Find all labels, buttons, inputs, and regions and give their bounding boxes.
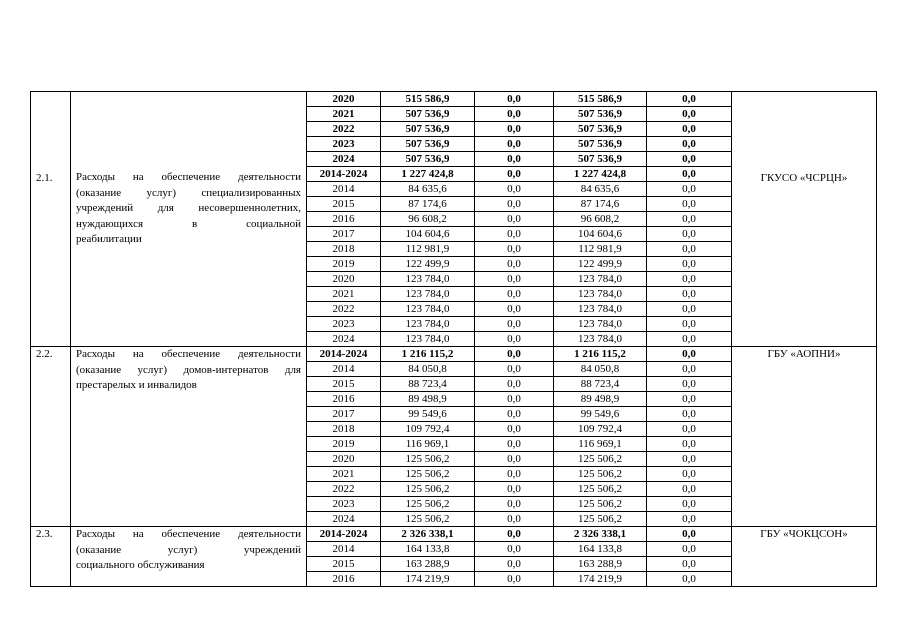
value-cell: 0,0 <box>647 512 732 527</box>
table-row <box>31 527 877 542</box>
value-cell: 515 586,9 <box>381 92 475 107</box>
value-cell: 125 506,2 <box>381 512 475 527</box>
organization-name: ГБУ «АОПНИ» <box>732 347 877 527</box>
description-line: учреждений для несовершеннолетних, <box>76 202 301 214</box>
value-cell: 507 536,9 <box>554 107 647 122</box>
value-cell: 0,0 <box>475 572 554 587</box>
section-number: 2.3. <box>31 527 71 587</box>
value-cell: 0,0 <box>475 122 554 137</box>
value-cell: 0,0 <box>475 242 554 257</box>
description-line: реабилитации <box>76 233 142 245</box>
value-cell: 123 784,0 <box>381 302 475 317</box>
value-cell: 0,0 <box>647 362 732 377</box>
value-cell: 125 506,2 <box>554 497 647 512</box>
value-cell: 0,0 <box>647 182 732 197</box>
year-cell: 2018 <box>307 242 381 257</box>
value-cell: 0,0 <box>647 377 732 392</box>
value-cell: 174 219,9 <box>554 572 647 587</box>
value-cell: 0,0 <box>647 407 732 422</box>
value-cell: 0,0 <box>647 347 732 362</box>
value-cell: 2 326 338,1 <box>554 527 647 542</box>
year-cell: 2014 <box>307 182 381 197</box>
value-cell: 123 784,0 <box>554 302 647 317</box>
value-cell: 0,0 <box>647 197 732 212</box>
organization-name: ГБУ «ЧОКЦСОН» <box>732 527 877 587</box>
value-cell: 125 506,2 <box>554 452 647 467</box>
value-cell: 104 604,6 <box>554 227 647 242</box>
value-cell: 123 784,0 <box>381 317 475 332</box>
value-cell: 0,0 <box>647 152 732 167</box>
table-row <box>31 347 877 362</box>
value-cell: 125 506,2 <box>381 452 475 467</box>
value-cell: 0,0 <box>647 287 732 302</box>
value-cell: 88 723,4 <box>381 377 475 392</box>
value-cell: 507 536,9 <box>381 107 475 122</box>
value-cell: 0,0 <box>475 407 554 422</box>
year-cell: 2014 <box>307 542 381 557</box>
value-cell: 0,0 <box>475 512 554 527</box>
year-cell: 2021 <box>307 107 381 122</box>
value-cell: 0,0 <box>647 212 732 227</box>
value-cell: 0,0 <box>647 227 732 242</box>
value-cell: 1 227 424,8 <box>554 167 647 182</box>
value-cell: 0,0 <box>475 422 554 437</box>
description-line: нуждающихся в социальной <box>76 217 301 230</box>
year-cell: 2016 <box>307 392 381 407</box>
value-cell: 0,0 <box>647 167 732 182</box>
value-cell: 0,0 <box>475 107 554 122</box>
description-line: престарелых и инвалидов <box>76 379 197 391</box>
value-cell: 0,0 <box>475 332 554 347</box>
value-cell: 84 635,6 <box>381 182 475 197</box>
budget-table-body <box>31 92 877 587</box>
table-row <box>31 92 877 107</box>
value-cell: 0,0 <box>475 257 554 272</box>
value-cell: 0,0 <box>475 452 554 467</box>
year-cell: 2014-2024 <box>307 167 381 182</box>
value-cell: 0,0 <box>647 482 732 497</box>
value-cell: 0,0 <box>475 317 554 332</box>
value-cell: 507 536,9 <box>554 122 647 137</box>
year-cell: 2024 <box>307 512 381 527</box>
value-cell: 0,0 <box>647 122 732 137</box>
year-cell: 2024 <box>307 152 381 167</box>
section-description <box>71 92 307 347</box>
year-cell: 2024 <box>307 332 381 347</box>
year-cell: 2017 <box>307 407 381 422</box>
value-cell: 123 784,0 <box>554 332 647 347</box>
value-cell: 123 784,0 <box>554 272 647 287</box>
description-line: социального обслуживания <box>76 559 205 571</box>
value-cell: 0,0 <box>647 497 732 512</box>
value-cell: 507 536,9 <box>381 152 475 167</box>
value-cell: 89 498,9 <box>381 392 475 407</box>
value-cell: 125 506,2 <box>381 497 475 512</box>
description-line: (оказание услуг) домов-интернатов для <box>76 363 301 376</box>
section-description <box>71 527 307 587</box>
year-cell: 2020 <box>307 272 381 287</box>
value-cell: 164 133,8 <box>554 542 647 557</box>
value-cell: 507 536,9 <box>381 122 475 137</box>
description-line: Расходы на обеспечение деятельности <box>76 528 301 540</box>
value-cell: 0,0 <box>647 467 732 482</box>
value-cell: 0,0 <box>647 557 732 572</box>
value-cell: 109 792,4 <box>381 422 475 437</box>
value-cell: 99 549,6 <box>381 407 475 422</box>
year-cell: 2016 <box>307 572 381 587</box>
value-cell: 84 050,8 <box>381 362 475 377</box>
year-cell: 2023 <box>307 137 381 152</box>
value-cell: 87 174,6 <box>554 197 647 212</box>
value-cell: 0,0 <box>475 527 554 542</box>
value-cell: 0,0 <box>647 527 732 542</box>
value-cell: 125 506,2 <box>381 482 475 497</box>
value-cell: 0,0 <box>647 452 732 467</box>
year-cell: 2016 <box>307 212 381 227</box>
year-cell: 2022 <box>307 482 381 497</box>
year-cell: 2022 <box>307 122 381 137</box>
value-cell: 507 536,9 <box>554 137 647 152</box>
value-cell: 0,0 <box>475 542 554 557</box>
value-cell: 123 784,0 <box>381 272 475 287</box>
value-cell: 164 133,8 <box>381 542 475 557</box>
value-cell: 0,0 <box>647 137 732 152</box>
value-cell: 0,0 <box>647 422 732 437</box>
value-cell: 89 498,9 <box>554 392 647 407</box>
value-cell: 116 969,1 <box>381 437 475 452</box>
year-cell: 2023 <box>307 497 381 512</box>
value-cell: 163 288,9 <box>381 557 475 572</box>
value-cell: 0,0 <box>475 227 554 242</box>
value-cell: 0,0 <box>647 257 732 272</box>
section-number: 2.2. <box>31 347 71 527</box>
value-cell: 104 604,6 <box>381 227 475 242</box>
budget-table <box>30 91 877 587</box>
value-cell: 87 174,6 <box>381 197 475 212</box>
value-cell: 84 050,8 <box>554 362 647 377</box>
year-cell: 2023 <box>307 317 381 332</box>
value-cell: 0,0 <box>475 392 554 407</box>
year-cell: 2020 <box>307 452 381 467</box>
value-cell: 99 549,6 <box>554 407 647 422</box>
section-number: 2.1. <box>31 92 71 347</box>
value-cell: 0,0 <box>647 317 732 332</box>
value-cell: 0,0 <box>647 392 732 407</box>
value-cell: 0,0 <box>475 377 554 392</box>
value-cell: 0,0 <box>647 242 732 257</box>
value-cell: 96 608,2 <box>554 212 647 227</box>
value-cell: 112 981,9 <box>554 242 647 257</box>
year-cell: 2017 <box>307 227 381 242</box>
year-cell: 2021 <box>307 467 381 482</box>
value-cell: 0,0 <box>475 362 554 377</box>
year-cell: 2018 <box>307 422 381 437</box>
description-line: (оказание услуг) специализированных <box>76 186 301 199</box>
description-line: (оказание услуг) учреждений <box>76 543 301 556</box>
value-cell: 174 219,9 <box>381 572 475 587</box>
year-cell: 2022 <box>307 302 381 317</box>
value-cell: 88 723,4 <box>554 377 647 392</box>
value-cell: 0,0 <box>475 437 554 452</box>
value-cell: 0,0 <box>475 152 554 167</box>
value-cell: 0,0 <box>475 197 554 212</box>
value-cell: 0,0 <box>475 272 554 287</box>
value-cell: 0,0 <box>475 557 554 572</box>
year-cell: 2019 <box>307 437 381 452</box>
value-cell: 0,0 <box>647 542 732 557</box>
value-cell: 0,0 <box>475 482 554 497</box>
value-cell: 0,0 <box>647 302 732 317</box>
value-cell: 112 981,9 <box>381 242 475 257</box>
value-cell: 163 288,9 <box>554 557 647 572</box>
value-cell: 1 216 115,2 <box>554 347 647 362</box>
value-cell: 0,0 <box>475 167 554 182</box>
value-cell: 125 506,2 <box>381 467 475 482</box>
year-cell: 2020 <box>307 92 381 107</box>
value-cell: 123 784,0 <box>381 332 475 347</box>
value-cell: 0,0 <box>647 332 732 347</box>
value-cell: 122 499,9 <box>381 257 475 272</box>
value-cell: 96 608,2 <box>381 212 475 227</box>
value-cell: 0,0 <box>647 437 732 452</box>
value-cell: 507 536,9 <box>381 137 475 152</box>
organization-name: ГКУСО «ЧСРЦН» <box>732 92 877 347</box>
value-cell: 116 969,1 <box>554 437 647 452</box>
value-cell: 2 326 338,1 <box>381 527 475 542</box>
year-cell: 2015 <box>307 377 381 392</box>
value-cell: 0,0 <box>475 347 554 362</box>
value-cell: 1 227 424,8 <box>381 167 475 182</box>
value-cell: 109 792,4 <box>554 422 647 437</box>
value-cell: 0,0 <box>475 467 554 482</box>
value-cell: 0,0 <box>475 182 554 197</box>
value-cell: 125 506,2 <box>554 467 647 482</box>
year-cell: 2021 <box>307 287 381 302</box>
year-cell: 2015 <box>307 557 381 572</box>
year-cell: 2015 <box>307 197 381 212</box>
value-cell: 125 506,2 <box>554 512 647 527</box>
year-cell: 2014 <box>307 362 381 377</box>
value-cell: 0,0 <box>475 497 554 512</box>
year-cell: 2014-2024 <box>307 527 381 542</box>
value-cell: 123 784,0 <box>554 287 647 302</box>
value-cell: 0,0 <box>475 212 554 227</box>
value-cell: 0,0 <box>475 92 554 107</box>
value-cell: 515 586,9 <box>554 92 647 107</box>
value-cell: 123 784,0 <box>381 287 475 302</box>
description-line: Расходы на обеспечение деятельности <box>76 171 301 183</box>
value-cell: 0,0 <box>647 272 732 287</box>
value-cell: 122 499,9 <box>554 257 647 272</box>
section-description <box>71 347 307 527</box>
value-cell: 123 784,0 <box>554 317 647 332</box>
value-cell: 0,0 <box>475 287 554 302</box>
value-cell: 1 216 115,2 <box>381 347 475 362</box>
year-cell: 2014-2024 <box>307 347 381 362</box>
value-cell: 0,0 <box>647 92 732 107</box>
value-cell: 0,0 <box>475 302 554 317</box>
description-line: Расходы на обеспечение деятельности <box>76 348 301 360</box>
value-cell: 0,0 <box>647 107 732 122</box>
value-cell: 125 506,2 <box>554 482 647 497</box>
value-cell: 0,0 <box>647 572 732 587</box>
year-cell: 2019 <box>307 257 381 272</box>
value-cell: 0,0 <box>475 137 554 152</box>
value-cell: 507 536,9 <box>554 152 647 167</box>
value-cell: 84 635,6 <box>554 182 647 197</box>
